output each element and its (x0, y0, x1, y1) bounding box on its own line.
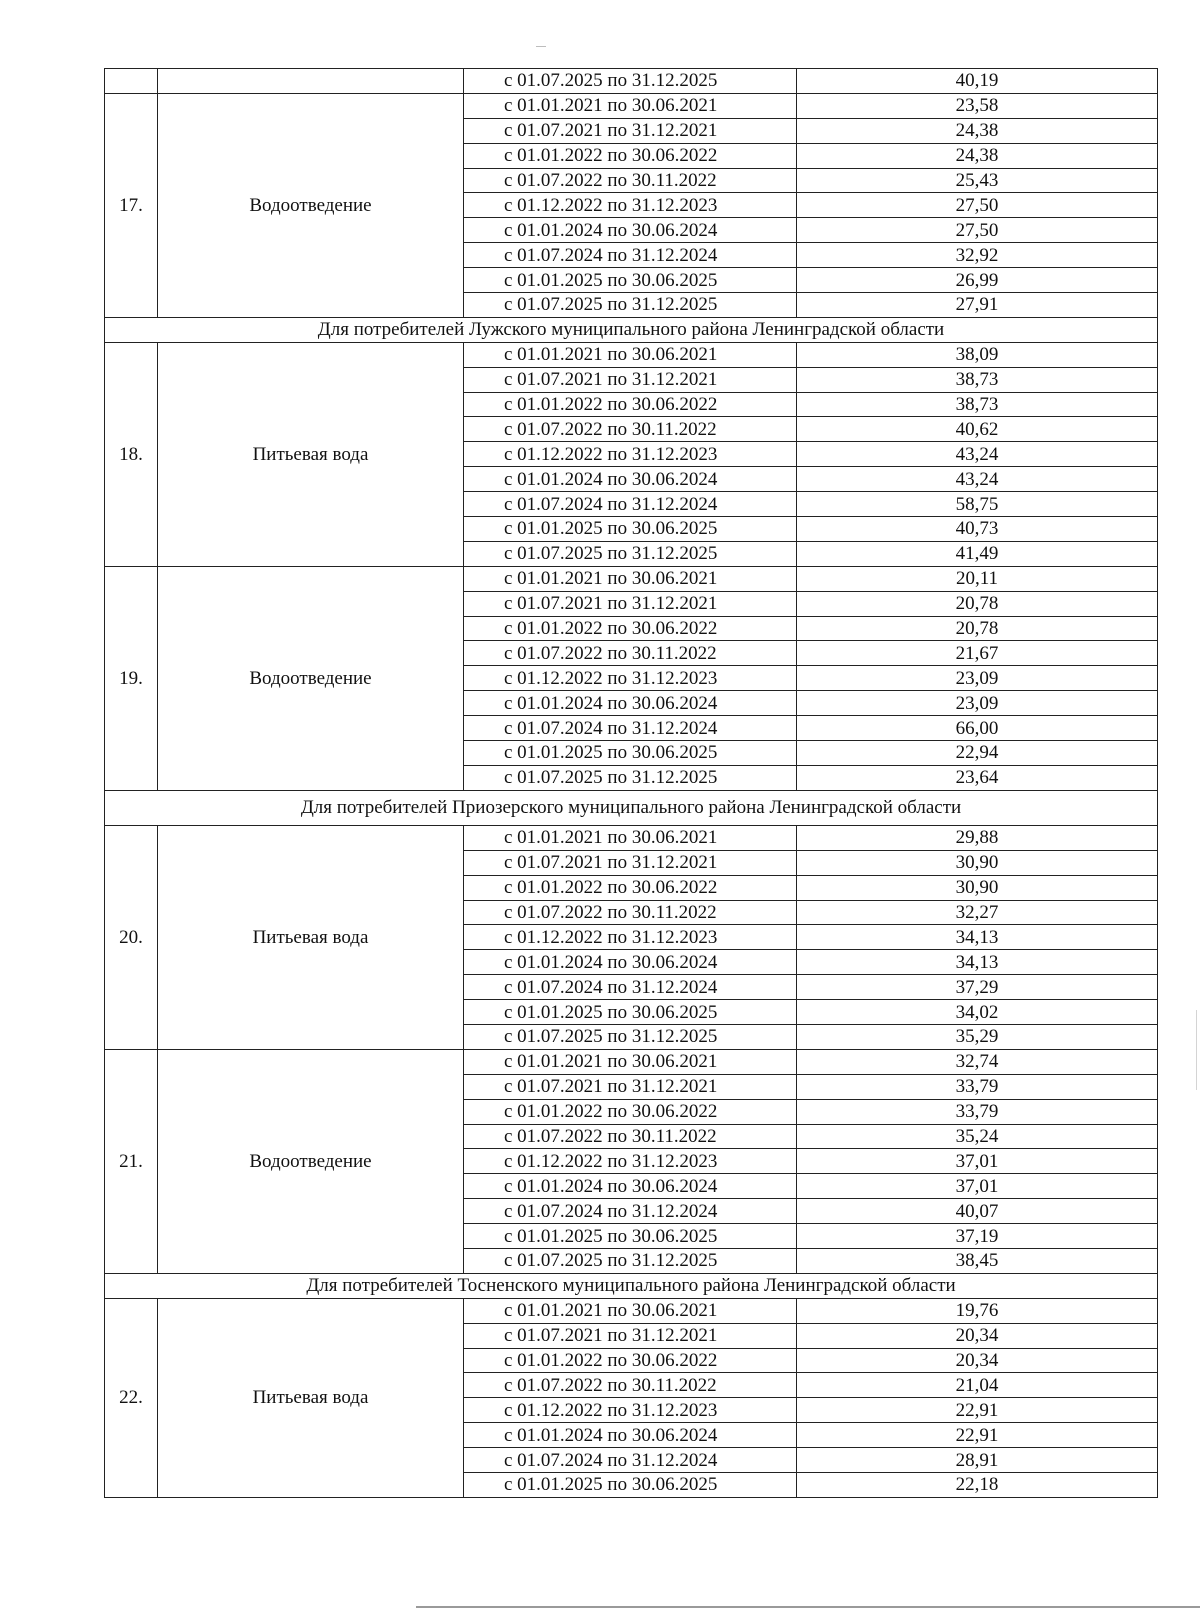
tariff-value-cell: 66,00 (797, 716, 1158, 741)
table-row (105, 342, 1158, 367)
tariff-value-cell: 43,24 (797, 467, 1158, 492)
tariff-value-cell: 26,99 (797, 268, 1158, 293)
period-cell: с 01.07.2021 по 31.12.2021 (464, 1074, 797, 1099)
tariff-value-cell: 40,19 (797, 69, 1158, 94)
period-cell: с 01.01.2025 по 30.06.2025 (464, 268, 797, 293)
period-cell: с 01.12.2022 по 31.12.2023 (464, 1398, 797, 1423)
tariff-value-cell: 27,50 (797, 193, 1158, 218)
tariff-table (104, 68, 1158, 1498)
period-cell: с 01.01.2021 по 30.06.2021 (464, 342, 797, 367)
service-name-cell: Питьевая вода (158, 1298, 464, 1497)
tariff-value-cell: 27,50 (797, 218, 1158, 243)
period-cell: с 01.07.2022 по 30.11.2022 (464, 900, 797, 925)
tariff-value-cell: 22,91 (797, 1423, 1158, 1448)
period-cell: с 01.07.2024 по 31.12.2024 (464, 492, 797, 517)
table-row (105, 566, 1158, 591)
service-name-cell: Питьевая вода (158, 825, 464, 1049)
region-header-row (105, 317, 1158, 342)
region-header-row (105, 790, 1158, 825)
tariff-value-cell: 22,18 (797, 1472, 1158, 1497)
service-name-cell (158, 69, 464, 94)
tariff-value-cell: 21,04 (797, 1373, 1158, 1398)
tariff-value-cell: 25,43 (797, 168, 1158, 193)
period-cell: с 01.01.2024 по 30.06.2024 (464, 218, 797, 243)
row-number-cell (105, 69, 158, 94)
period-cell: с 01.07.2025 по 31.12.2025 (464, 1024, 797, 1049)
period-cell: с 01.01.2022 по 30.06.2022 (464, 1099, 797, 1124)
period-cell: с 01.12.2022 по 31.12.2023 (464, 442, 797, 467)
tariff-value-cell: 22,91 (797, 1398, 1158, 1423)
tariff-value-cell: 40,07 (797, 1199, 1158, 1224)
period-cell: с 01.01.2021 по 30.06.2021 (464, 825, 797, 850)
tariff-value-cell: 21,67 (797, 641, 1158, 666)
region-header: Для потребителей Лужского муниципального района Ленинградской области (105, 317, 1158, 342)
tariff-value-cell: 30,90 (797, 875, 1158, 900)
tariff-value-cell: 23,09 (797, 666, 1158, 691)
period-cell: с 01.07.2025 по 31.12.2025 (464, 69, 797, 94)
tariff-value-cell: 58,75 (797, 492, 1158, 517)
tariff-value-cell: 37,19 (797, 1224, 1158, 1249)
tariff-value-cell: 37,01 (797, 1174, 1158, 1199)
period-cell: с 01.07.2025 по 31.12.2025 (464, 293, 797, 318)
scan-artifact-right (1196, 1010, 1197, 1090)
row-number-cell: 22. (105, 1298, 158, 1497)
period-cell: с 01.01.2025 по 30.06.2025 (464, 1472, 797, 1497)
tariff-value-cell: 38,73 (797, 392, 1158, 417)
period-cell: с 01.01.2024 по 30.06.2024 (464, 1423, 797, 1448)
scan-artifact-bottom (416, 1606, 1200, 1608)
table-row (105, 93, 1158, 118)
period-cell: с 01.01.2021 по 30.06.2021 (464, 93, 797, 118)
period-cell: с 01.07.2024 по 31.12.2024 (464, 716, 797, 741)
period-cell: с 01.07.2025 по 31.12.2025 (464, 1248, 797, 1273)
period-cell: с 01.07.2024 по 31.12.2024 (464, 1199, 797, 1224)
period-cell: с 01.12.2022 по 31.12.2023 (464, 1149, 797, 1174)
period-cell: с 01.01.2021 по 30.06.2021 (464, 566, 797, 591)
period-cell: с 01.01.2022 по 30.06.2022 (464, 392, 797, 417)
table-row (105, 1298, 1158, 1323)
period-cell: с 01.07.2022 по 30.11.2022 (464, 1124, 797, 1149)
tariff-value-cell: 38,09 (797, 342, 1158, 367)
scan-artifact-top (536, 46, 546, 47)
table-row (105, 825, 1158, 850)
period-cell: с 01.01.2025 по 30.06.2025 (464, 517, 797, 542)
tariff-value-cell: 38,73 (797, 367, 1158, 392)
row-number-cell: 19. (105, 566, 158, 790)
period-cell: с 01.12.2022 по 31.12.2023 (464, 666, 797, 691)
row-number-cell: 18. (105, 342, 158, 566)
tariff-value-cell: 24,38 (797, 143, 1158, 168)
tariff-value-cell: 34,13 (797, 950, 1158, 975)
period-cell: с 01.07.2021 по 31.12.2021 (464, 1323, 797, 1348)
period-cell: с 01.01.2024 по 30.06.2024 (464, 467, 797, 492)
period-cell: с 01.01.2021 по 30.06.2021 (464, 1298, 797, 1323)
service-name-cell: Водоотведение (158, 1049, 464, 1273)
tariff-value-cell: 20,78 (797, 616, 1158, 641)
tariff-value-cell: 33,79 (797, 1074, 1158, 1099)
tariff-value-cell: 34,13 (797, 925, 1158, 950)
tariff-value-cell: 33,79 (797, 1099, 1158, 1124)
period-cell: с 01.07.2025 по 31.12.2025 (464, 765, 797, 790)
tariff-value-cell: 37,01 (797, 1149, 1158, 1174)
period-cell: с 01.01.2024 по 30.06.2024 (464, 950, 797, 975)
period-cell: с 01.01.2024 по 30.06.2024 (464, 1174, 797, 1199)
period-cell: с 01.01.2025 по 30.06.2025 (464, 1224, 797, 1249)
period-cell: с 01.07.2025 по 31.12.2025 (464, 541, 797, 566)
row-number-cell: 21. (105, 1049, 158, 1273)
period-cell: с 01.01.2024 по 30.06.2024 (464, 691, 797, 716)
tariff-value-cell: 28,91 (797, 1448, 1158, 1473)
period-cell: с 01.01.2022 по 30.06.2022 (464, 875, 797, 900)
period-cell: с 01.12.2022 по 31.12.2023 (464, 193, 797, 218)
tariff-value-cell: 23,09 (797, 691, 1158, 716)
period-cell: с 01.01.2021 по 30.06.2021 (464, 1049, 797, 1074)
tariff-value-cell: 38,45 (797, 1248, 1158, 1273)
period-cell: с 01.07.2024 по 31.12.2024 (464, 1448, 797, 1473)
tariff-value-cell: 32,27 (797, 900, 1158, 925)
tariff-value-cell: 23,58 (797, 93, 1158, 118)
tariff-table-body (105, 69, 1158, 1498)
table-row (105, 69, 1158, 94)
region-header-row (105, 1273, 1158, 1298)
row-number-cell: 17. (105, 93, 158, 317)
tariff-value-cell: 20,34 (797, 1323, 1158, 1348)
tariff-value-cell: 32,74 (797, 1049, 1158, 1074)
tariff-value-cell: 19,76 (797, 1298, 1158, 1323)
tariff-value-cell: 20,78 (797, 591, 1158, 616)
period-cell: с 01.07.2022 по 30.11.2022 (464, 641, 797, 666)
tariff-value-cell: 37,29 (797, 975, 1158, 1000)
period-cell: с 01.07.2022 по 30.11.2022 (464, 417, 797, 442)
period-cell: с 01.12.2022 по 31.12.2023 (464, 925, 797, 950)
service-name-cell: Водоотведение (158, 93, 464, 317)
tariff-value-cell: 40,62 (797, 417, 1158, 442)
tariff-value-cell: 24,38 (797, 118, 1158, 143)
service-name-cell: Питьевая вода (158, 342, 464, 566)
period-cell: с 01.01.2022 по 30.06.2022 (464, 1348, 797, 1373)
tariff-value-cell: 30,90 (797, 850, 1158, 875)
period-cell: с 01.01.2025 по 30.06.2025 (464, 741, 797, 766)
period-cell: с 01.01.2022 по 30.06.2022 (464, 616, 797, 641)
region-header: Для потребителей Тосненского муниципального района Ленинградской области (105, 1273, 1158, 1298)
tariff-value-cell: 29,88 (797, 825, 1158, 850)
period-cell: с 01.07.2021 по 31.12.2021 (464, 850, 797, 875)
table-row (105, 1049, 1158, 1074)
period-cell: с 01.07.2024 по 31.12.2024 (464, 975, 797, 1000)
period-cell: с 01.01.2025 по 30.06.2025 (464, 1000, 797, 1025)
tariff-value-cell: 22,94 (797, 741, 1158, 766)
tariff-value-cell: 43,24 (797, 442, 1158, 467)
tariff-value-cell: 35,24 (797, 1124, 1158, 1149)
period-cell: с 01.07.2022 по 30.11.2022 (464, 1373, 797, 1398)
period-cell: с 01.07.2022 по 30.11.2022 (464, 168, 797, 193)
period-cell: с 01.07.2021 по 31.12.2021 (464, 367, 797, 392)
period-cell: с 01.07.2021 по 31.12.2021 (464, 118, 797, 143)
tariff-value-cell: 40,73 (797, 517, 1158, 542)
region-header: Для потребителей Приозерского муниципального района Ленинградской области (105, 790, 1158, 825)
period-cell: с 01.07.2021 по 31.12.2021 (464, 591, 797, 616)
tariff-value-cell: 32,92 (797, 243, 1158, 268)
tariff-value-cell: 34,02 (797, 1000, 1158, 1025)
row-number-cell: 20. (105, 825, 158, 1049)
tariff-value-cell: 41,49 (797, 541, 1158, 566)
tariff-value-cell: 35,29 (797, 1024, 1158, 1049)
tariff-value-cell: 20,34 (797, 1348, 1158, 1373)
tariff-value-cell: 27,91 (797, 293, 1158, 318)
period-cell: с 01.07.2024 по 31.12.2024 (464, 243, 797, 268)
tariff-value-cell: 23,64 (797, 765, 1158, 790)
service-name-cell: Водоотведение (158, 566, 464, 790)
period-cell: с 01.01.2022 по 30.06.2022 (464, 143, 797, 168)
tariff-value-cell: 20,11 (797, 566, 1158, 591)
